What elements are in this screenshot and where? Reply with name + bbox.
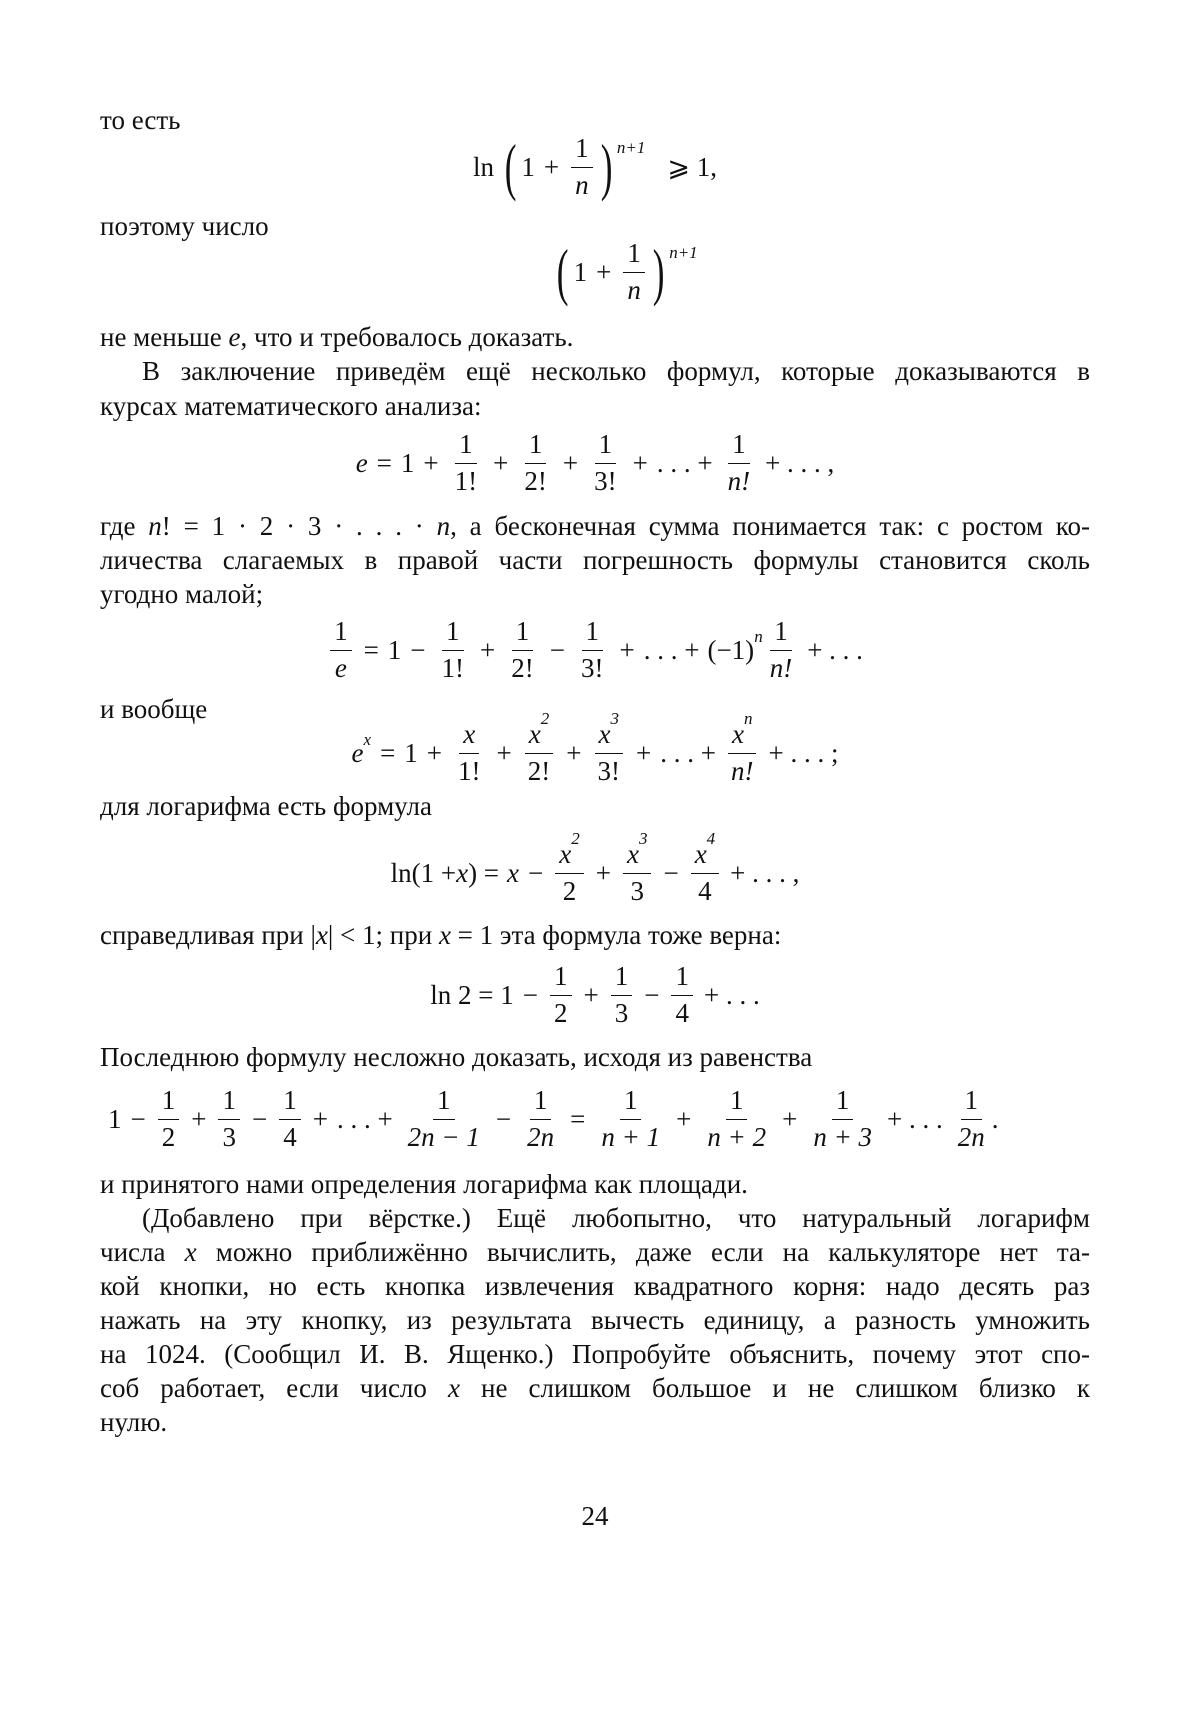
fraction: $\frac{1}{2n}$ — [527, 1084, 555, 1152]
fraction: $\frac{x^n}{n!}$ — [727, 720, 758, 786]
text-line: соб работает, если число x не слишком большое и не слишком близко к — [100, 1373, 1090, 1403]
equation-ln2-series: ln 2 = 1 − $\frac{1}{2}$ + $\frac{1}{3}$ − $\frac{1}{4}$ + . . . — [430, 960, 760, 1028]
text-line: кой кнопки, но есть кнопка извлечения квадратного корня: надо десять раз — [100, 1271, 1090, 1301]
fraction: $\frac{x}{1!}$ — [458, 718, 481, 786]
fraction: $\frac{1}{n!}$ — [727, 428, 751, 496]
equation-power: ( 1 + $\frac{1}{n}$ ) $^{n+1}$ — [557, 236, 698, 307]
fraction: $\frac{1}{2n - 1}$ — [407, 1084, 480, 1152]
fraction: $\frac{x^3}{3!}$ — [594, 720, 625, 786]
text-line: личества слагаемых в правой части погрешность формулы становится сколь — [100, 545, 1090, 575]
fraction: $\frac{1}{n + 1}$ — [601, 1084, 661, 1152]
fraction: $\frac{1}{n + 3}$ — [813, 1084, 873, 1152]
equation-log-series: ln(1 + x ) = x − $\frac{x^2}{2}$ + $\frac{x^3}{3}$ − $\frac{x^4}{4}$ + . . . , — [390, 828, 800, 906]
text-line: нулю. — [100, 1407, 168, 1437]
fraction: $\frac{1}{n + 2}$ — [707, 1084, 767, 1152]
fraction: $\frac{1}{2}$ — [550, 962, 572, 1028]
fraction: $\frac{x^2}{2}$ — [555, 840, 583, 906]
page-number: 24 — [581, 1501, 609, 1531]
text-line: В заключение приведём ещё несколько формул, которые доказываются в — [142, 356, 1090, 386]
fraction: $\frac{1}{n}$ — [571, 134, 593, 200]
fraction: $\frac{1}{2!}$ — [511, 615, 534, 683]
fraction: $\frac{1}{1!}$ — [441, 615, 465, 683]
equation-inverse-e-series: $\frac{1}{e}$ = 1 − $\frac{1}{1!}$ + $\frac{1}{2!}$ − $\frac{1}{3!}$ + . . . + (−1) $^n$ $\frac{1}{n!}$ + . . . — [100, 605, 1090, 695]
fraction: $\frac{1}{2}$ — [158, 1086, 180, 1152]
fraction: $\frac{1}{4}$ — [279, 1086, 301, 1152]
fraction: $\frac{1}{3}$ — [611, 962, 633, 1028]
equation-partial-sum-identity: 1 − $\frac{1}{2}$ + $\frac{1}{3}$ − $\frac{1}{4}$ + . . . + $\frac{1}{2n - 1}$ − $\frac{1}{2n}$ = $\frac{1}{n + 1}$ + $\frac{1}{n + 2}$ + $\frac{1}{n + 3}$ + . . . $\frac{1}{2n}$ . — [108, 1084, 999, 1152]
text-line: на 1024. (Сообщил И. В. Ященко.) Попробуйте объяснить, почему этот спо- — [100, 1339, 1090, 1369]
fraction: $\frac{1}{3!}$ — [581, 615, 604, 683]
fraction: $\frac{x^2}{2!}$ — [524, 720, 555, 786]
equation-exp-series: e $^x$ = 1 + $\frac{x}{1!}$ + $\frac{x^2}{2!}$ + $\frac{x^3}{3!}$ + . . . + $\frac{x^n}{n!}$ + . . . ; — [351, 708, 839, 786]
text-line: поэтому число — [100, 211, 269, 241]
text-line: нажать на эту кнопку, из результата вычесть единицу, а разность умножить — [100, 1305, 1090, 1335]
fraction: $\frac{1}{3!}$ — [594, 428, 617, 496]
equation-ln-inequality: ln ( 1 + $\frac{1}{n}$ ) $^{n+1}$ ⩾ 1, — [473, 131, 717, 202]
fraction: $\frac{1}{2n}$ — [957, 1084, 985, 1152]
text-line: где n! = 1 · 2 · 3 · . . . · n, а бесконечная сумма понимается так: с ростом ко- — [100, 511, 1091, 541]
fraction: $\frac{1}{e}$ — [330, 617, 352, 683]
text-line: угодно малой; — [100, 579, 264, 609]
text-line: то есть — [100, 105, 181, 135]
text-line: и принятого нами определения логарифма как площади. — [100, 1169, 748, 1199]
fraction: $\frac{1}{2!}$ — [524, 428, 547, 496]
text-line: и вообще — [100, 694, 208, 724]
fraction: $\frac{1}{n}$ — [623, 239, 645, 305]
text-line: для логарифма есть формула — [100, 791, 432, 821]
fraction: $\frac{1}{n!}$ — [769, 615, 793, 683]
equation-e-series: e = 1 + $\frac{1}{1!}$ + $\frac{1}{2!}$ + $\frac{1}{3!}$ + . . . + $\frac{1}{n!}$ + . . . , — [355, 428, 835, 496]
fraction: $\frac{1}{1!}$ — [454, 428, 478, 496]
fraction: $\frac{x^4}{4}$ — [691, 840, 719, 906]
fraction: $\frac{1}{3}$ — [218, 1086, 240, 1152]
fraction: $\frac{x^3}{3}$ — [623, 840, 651, 906]
page — [100, 100, 1090, 1690]
fraction: $\frac{1}{4}$ — [671, 962, 693, 1028]
text-line: Последнюю формулу несложно доказать, исходя из равенства — [100, 1042, 813, 1072]
text-line: справедливая при |x| < 1; при x = 1 эта формула тоже верна: — [100, 920, 782, 950]
text-line: не меньше e, что и требовалось доказать. — [100, 322, 574, 352]
text-line: числа x можно приближённо вычислить, даже если на калькуляторе нет та- — [100, 1237, 1090, 1267]
text-line: курсах математического анализа: — [100, 391, 482, 421]
text-line: (Добавлено при вёрстке.) Ещё любопытно, что натуральный логарифм — [142, 1203, 1090, 1233]
